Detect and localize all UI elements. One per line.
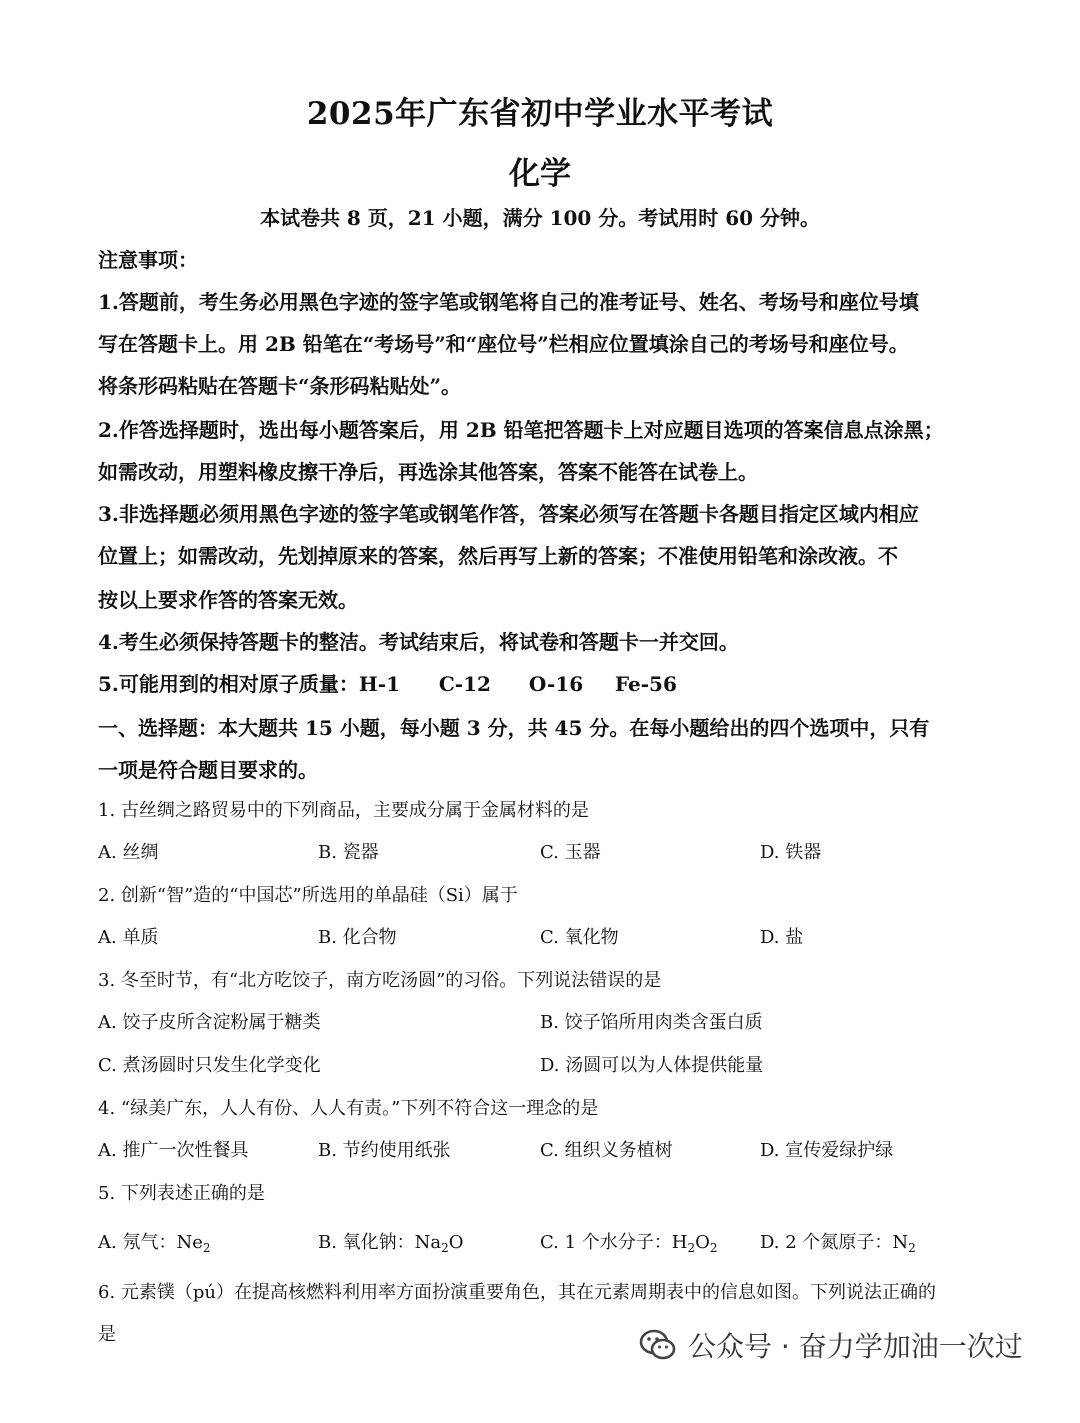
question-4-stem: 4. “绿美广东，人人有份、人人有责。”下列不符合这一理念的是 [98,1098,599,1119]
formula: Na [414,1232,442,1253]
question-2-option-b: B. 化合物 [318,927,397,948]
notes-line: 如需改动，用塑料橡皮擦干净后，再选涂其他答案，答案不能答在试卷上。 [98,460,758,484]
question-1-option-d: D. 铁器 [760,842,822,863]
formula: Ne [176,1232,203,1253]
formula: O [448,1232,464,1253]
formula-subscript: 2 [441,1241,449,1255]
formula: H [671,1232,688,1253]
section-heading-line1: 一、选择题：本大题共 15 小题，每小题 3 分，共 45 分。在每小题给出的四个选项中，只有 [98,716,930,740]
question-4-option-a: A. 推广一次性餐具 [98,1140,249,1161]
option-label: D. 2 个氮原子： [760,1232,893,1253]
exam-title: 2025年广东省初中学业水平考试 [306,96,774,132]
question-1-option-b: B. 瓷器 [318,842,379,863]
formula: O [695,1232,710,1253]
formula-subscript: 2 [202,1241,211,1255]
question-5-stem: 5. 下列表述正确的是 [98,1183,265,1204]
notes-line: 位置上；如需改动，先划掉原来的答案，然后再写上新的答案；不准使用铅笔和涂改液。不 [98,544,898,568]
question-5-option-a [98,1230,211,1261]
atomic-mass-c: C-12 [438,672,491,696]
option-label: B. 氧化钠： [318,1232,415,1253]
formula-subscript: 2 [709,1241,718,1255]
notes-line: 3.非选择题必须用黑色字迹的签字笔或钢笔作答，答案必须写在答题卡各题目指定区域内相应 [98,502,919,526]
option-label: A. 氖气： [98,1232,177,1253]
atomic-mass-o: O-16 [528,672,584,696]
question-5-option-c [540,1230,718,1261]
formula-subscript: 2 [908,1241,916,1255]
notes-line: 将条形码粘贴在答题卡“条形码粘贴处”。 [98,374,462,398]
question-1-option-c: C. 玉器 [540,842,601,863]
atomic-mass-fe: Fe-56 [614,672,677,696]
notes-line: 写在答题卡上。用 2B 铅笔在“考场号”和“座位号”栏相应位置填涂自己的考场号和座位号。 [98,332,909,356]
exam-info: 本试卷共 8 页，21 小题，满分 100 分。考试用时 60 分钟。 [259,206,821,230]
atomic-mass-h: H-1 [358,672,401,696]
question-3-option-c: C. 煮汤圆时只发生化学变化 [98,1055,321,1076]
watermark-text: 公众号 · 奋力学加油一次过 [688,1330,1023,1363]
question-4-option-c: C. 组织义务植树 [540,1140,673,1161]
question-1-stem: 1. 古丝绸之路贸易中的下列商品，主要成分属于金属材料的是 [98,800,589,821]
question-3-option-d: D. 汤圆可以为人体提供能量 [540,1055,764,1076]
question-2-option-d: D. 盐 [760,927,804,948]
question-3-option-b: B. 饺子馅所用肉类含蛋白质 [540,1012,763,1033]
question-6-stem-line1: 6. 元素镤（pú）在提高核燃料利用率方面扮演重要角色，其在元素周期表中的信息如图。下列说法正确的 [98,1282,937,1303]
notes-line: 按以上要求作答的答案无效。 [98,588,358,612]
formula-subscript: 2 [687,1241,696,1255]
question-2-option-c: C. 氧化物 [540,927,619,948]
question-3-option-a: A. 饺子皮所含淀粉属于糖类 [98,1012,321,1033]
notes-line: 2.作答选择题时，选出每小题答案后，用 2B 铅笔把答题卡上对应题目选项的答案信息点涂黑； [98,418,944,442]
notes-line: 1.答题前，考生务必用黑色字迹的签字笔或钢笔将自己的准考证号、姓名、考场号和座位号填 [98,290,919,314]
subject-title: 化学 [509,156,571,192]
question-1-option-a: A. 丝绸 [98,842,159,863]
question-2-option-a: A. 单质 [98,927,159,948]
atomic-mass-label: 5.可能用到的相对原子质量： [98,672,359,696]
question-2-stem: 2. 创新“智”造的“中国芯”所选用的单晶硅（Si）属于 [98,885,518,906]
wechat-watermark [638,1322,1023,1368]
question-4-option-b: B. 节约使用纸张 [318,1140,451,1161]
question-6-stem-line2: 是 [98,1324,116,1345]
question-5-option-d [760,1230,916,1261]
formula: N [892,1232,909,1253]
atomic-mass-line [98,670,988,698]
question-4-option-d: D. 宣传爱绿护绿 [760,1140,894,1161]
question-3-stem: 3. 冬至时节，有“北方吃饺子，南方吃汤圆”的习俗。下列说法错误的是 [98,970,662,991]
option-label: C. 1 个水分子： [540,1232,672,1253]
wechat-icon [638,1325,678,1365]
question-5-option-b [318,1230,464,1261]
notes-heading: 注意事项： [98,248,198,272]
section-heading-line2: 一项是符合题目要求的。 [98,758,318,782]
notes-line: 4.考生必须保持答题卡的整洁。考试结束后，将试卷和答题卡一并交回。 [98,630,739,654]
